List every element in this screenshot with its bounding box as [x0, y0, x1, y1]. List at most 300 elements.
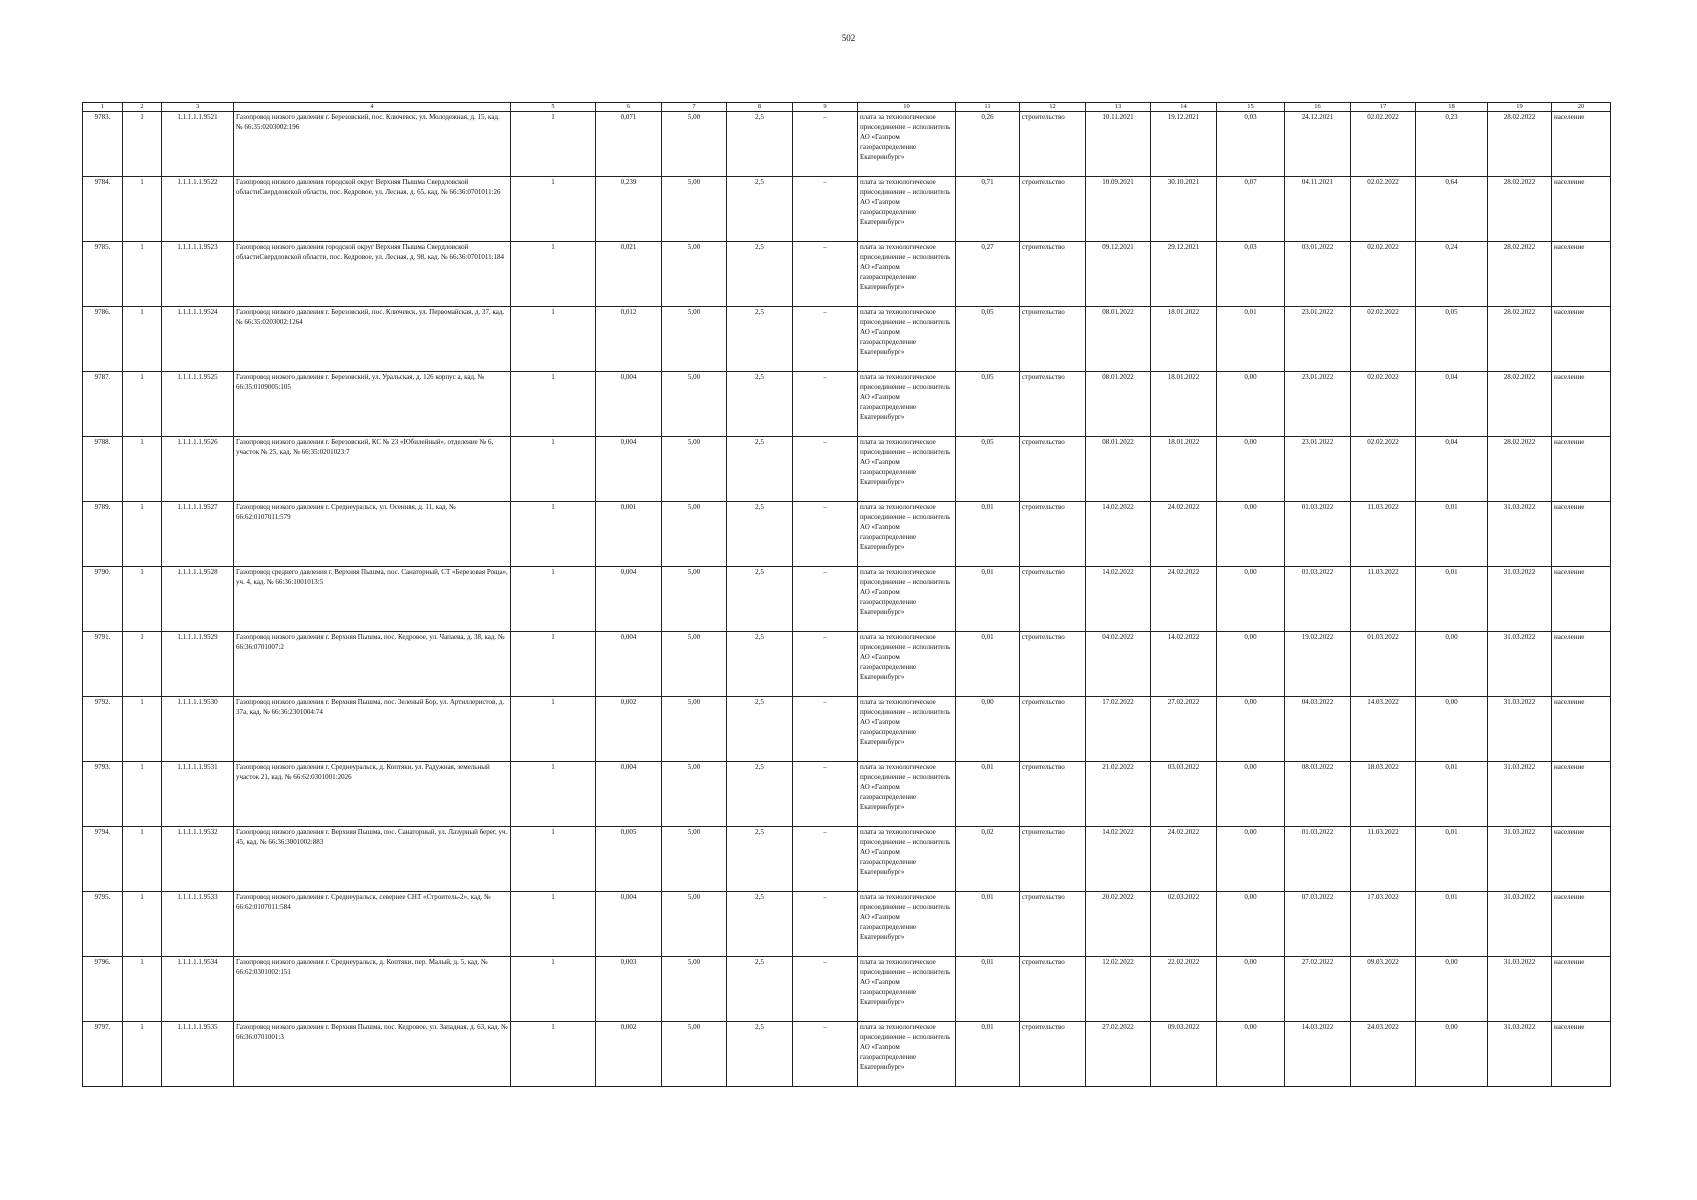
cell-col-6: 0,004	[596, 762, 662, 827]
table-body	[83, 112, 1611, 1087]
cell-col-6: 0,001	[596, 502, 662, 567]
cell-col-2: 1	[123, 632, 162, 697]
cell-col-4: Газопровод низкого давления городской округ Верхняя Пышма Свердловской областиСвердловской области, пос. Кедровое, ул. Лесная, д. 65, кад. № 66:36:0701011:26	[234, 177, 511, 242]
cell-col-3: 1.1.1.1.1.9522	[162, 177, 234, 242]
cell-col-1: 9790.	[83, 567, 123, 632]
cell-col-7: 5,00	[662, 762, 727, 827]
cell-col-3: 1.1.1.1.1.9532	[162, 827, 234, 892]
cell-col-18: 0,04	[1416, 437, 1488, 502]
column-header-15: 15	[1217, 103, 1285, 112]
cell-col-12: строительство	[1020, 632, 1086, 697]
cell-col-17: 11.03.2022	[1351, 827, 1416, 892]
cell-col-15: 0,00	[1217, 372, 1285, 437]
cell-col-3: 1.1.1.1.1.9528	[162, 567, 234, 632]
cell-col-6: 0,071	[596, 112, 662, 177]
cell-col-19: 28.02.2022	[1488, 242, 1552, 307]
column-header-14: 14	[1151, 103, 1217, 112]
cell-col-7: 5,00	[662, 827, 727, 892]
column-header-1: 1	[83, 103, 123, 112]
cell-col-1: 9785.	[83, 242, 123, 307]
cell-col-17: 11.03.2022	[1351, 502, 1416, 567]
cell-col-12: строительство	[1020, 112, 1086, 177]
cell-col-9: –	[793, 697, 858, 762]
table-row	[83, 177, 1611, 242]
cell-col-15: 0,00	[1217, 502, 1285, 567]
cell-col-4: Газопровод низкого давления г. Среднеуральск, д. Коптяки, пер. Малый, д. 5, кад. № 66:62:0301002:151	[234, 957, 511, 1022]
cell-col-2: 1	[123, 1022, 162, 1087]
column-header-10: 10	[858, 103, 956, 112]
cell-col-10: плата за технологическое присоединение – исполнитель АО «Газпром газораспределение Екатеринбург»	[858, 827, 956, 892]
cell-col-4: Газопровод низкого давления г. Березовский, КС № 23 «Юбилейный», отделение № 6, участок № 25, кад. № 66:35:0201023:7	[234, 437, 511, 502]
cell-col-14: 18.01.2022	[1151, 437, 1217, 502]
cell-col-8: 2,5	[727, 567, 793, 632]
cell-col-18: 0,23	[1416, 112, 1488, 177]
cell-col-6: 0,005	[596, 827, 662, 892]
table-row	[83, 957, 1611, 1022]
table-row	[83, 567, 1611, 632]
column-header-6: 6	[596, 103, 662, 112]
cell-col-1: 9796.	[83, 957, 123, 1022]
cell-col-18: 0,04	[1416, 372, 1488, 437]
cell-col-5: 1	[511, 892, 596, 957]
cell-col-16: 04.11.2021	[1285, 177, 1351, 242]
cell-col-12: строительство	[1020, 242, 1086, 307]
cell-col-17: 02.02.2022	[1351, 372, 1416, 437]
cell-col-6: 0,002	[596, 1022, 662, 1087]
cell-col-6: 0,004	[596, 892, 662, 957]
cell-col-13: 14.02.2022	[1086, 567, 1151, 632]
cell-col-9: –	[793, 242, 858, 307]
cell-col-7: 5,00	[662, 957, 727, 1022]
column-header-3: 3	[162, 103, 234, 112]
cell-col-3: 1.1.1.1.1.9533	[162, 892, 234, 957]
cell-col-20: население	[1552, 892, 1611, 957]
column-header-12: 12	[1020, 103, 1086, 112]
cell-col-14: 24.02.2022	[1151, 502, 1217, 567]
cell-col-13: 08.01.2022	[1086, 372, 1151, 437]
cell-col-4: Газопровод низкого давления г. Верхняя Пышма, пос. Санаторный, ул. Лазурный берег, уч. 45, кад. № 66:36:3001002:883	[234, 827, 511, 892]
table-row	[83, 372, 1611, 437]
cell-col-1: 9784.	[83, 177, 123, 242]
cell-col-1: 9792.	[83, 697, 123, 762]
cell-col-9: –	[793, 307, 858, 372]
cell-col-1: 9788.	[83, 437, 123, 502]
cell-col-8: 2,5	[727, 632, 793, 697]
cell-col-2: 1	[123, 827, 162, 892]
cell-col-8: 2,5	[727, 1022, 793, 1087]
cell-col-13: 20.02.2022	[1086, 892, 1151, 957]
cell-col-17: 17.03.2022	[1351, 892, 1416, 957]
cell-col-8: 2,5	[727, 502, 793, 567]
cell-col-14: 27.02.2022	[1151, 697, 1217, 762]
cell-col-15: 0,00	[1217, 957, 1285, 1022]
column-header-11: 11	[956, 103, 1020, 112]
cell-col-16: 01.03.2022	[1285, 827, 1351, 892]
cell-col-4: Газопровод среднего давления г. Верхняя Пышма, пос. Санаторный, СТ «Березовая Роща», уч. 4, кад. № 66:36:1001013:5	[234, 567, 511, 632]
column-header-5: 5	[511, 103, 596, 112]
cell-col-14: 22.02.2022	[1151, 957, 1217, 1022]
cell-col-13: 17.02.2022	[1086, 697, 1151, 762]
cell-col-12: строительство	[1020, 567, 1086, 632]
cell-col-12: строительство	[1020, 502, 1086, 567]
cell-col-1: 9797.	[83, 1022, 123, 1087]
cell-col-5: 1	[511, 502, 596, 567]
cell-col-9: –	[793, 112, 858, 177]
cell-col-14: 18.01.2022	[1151, 372, 1217, 437]
cell-col-1: 9793.	[83, 762, 123, 827]
cell-col-15: 0,03	[1217, 112, 1285, 177]
cell-col-15: 0,00	[1217, 827, 1285, 892]
cell-col-2: 1	[123, 372, 162, 437]
cell-col-9: –	[793, 502, 858, 567]
cell-col-7: 5,00	[662, 632, 727, 697]
cell-col-6: 0,002	[596, 697, 662, 762]
cell-col-11: 0,01	[956, 957, 1020, 1022]
cell-col-10: плата за технологическое присоединение – исполнитель АО «Газпром газораспределение Екатеринбург»	[858, 1022, 956, 1087]
cell-col-16: 03.01.2022	[1285, 242, 1351, 307]
cell-col-19: 28.02.2022	[1488, 372, 1552, 437]
cell-col-19: 28.02.2022	[1488, 307, 1552, 372]
cell-col-4: Газопровод низкого давления г. Березовский, ул. Уральская, д. 126 корпус а, кад. № 66:35:0109005:105	[234, 372, 511, 437]
cell-col-6: 0,004	[596, 567, 662, 632]
cell-col-5: 1	[511, 372, 596, 437]
cell-col-1: 9786.	[83, 307, 123, 372]
column-header-16: 16	[1285, 103, 1351, 112]
cell-col-14: 09.03.2022	[1151, 1022, 1217, 1087]
cell-col-20: население	[1552, 177, 1611, 242]
cell-col-1: 9783.	[83, 112, 123, 177]
cell-col-11: 0,01	[956, 502, 1020, 567]
cell-col-9: –	[793, 827, 858, 892]
cell-col-3: 1.1.1.1.1.9530	[162, 697, 234, 762]
table-row	[83, 112, 1611, 177]
cell-col-10: плата за технологическое присоединение – исполнитель АО «Газпром газораспределение Екатеринбург»	[858, 307, 956, 372]
cell-col-11: 0,05	[956, 307, 1020, 372]
cell-col-8: 2,5	[727, 307, 793, 372]
cell-col-4: Газопровод низкого давления г. Среднеуральск, севернее СНТ «Строитель-2», кад. № 66:62:0107011:584	[234, 892, 511, 957]
cell-col-9: –	[793, 762, 858, 827]
cell-col-13: 12.02.2022	[1086, 957, 1151, 1022]
cell-col-3: 1.1.1.1.1.9531	[162, 762, 234, 827]
cell-col-11: 0,01	[956, 892, 1020, 957]
cell-col-12: строительство	[1020, 762, 1086, 827]
cell-col-13: 27.02.2022	[1086, 1022, 1151, 1087]
cell-col-6: 0,012	[596, 307, 662, 372]
cell-col-10: плата за технологическое присоединение – исполнитель АО «Газпром газораспределение Екатеринбург»	[858, 697, 956, 762]
cell-col-4: Газопровод низкого давления г. Березовский, пос. Ключевск, ул. Первомайская, д. 37, кад. № 66:35:0203002:1264	[234, 307, 511, 372]
cell-col-3: 1.1.1.1.1.9535	[162, 1022, 234, 1087]
cell-col-6: 0,004	[596, 632, 662, 697]
cell-col-14: 18.01.2022	[1151, 307, 1217, 372]
cell-col-17: 11.03.2022	[1351, 567, 1416, 632]
column-header-4: 4	[234, 103, 511, 112]
cell-col-4: Газопровод низкого давления г. Верхняя Пышма, пос. Кедровое, ул. Западная, д. 63, кад. № 66:36:0701001:3	[234, 1022, 511, 1087]
cell-col-11: 0,05	[956, 437, 1020, 502]
cell-col-7: 5,00	[662, 1022, 727, 1087]
cell-col-11: 0,01	[956, 632, 1020, 697]
cell-col-5: 1	[511, 1022, 596, 1087]
cell-col-18: 0,00	[1416, 1022, 1488, 1087]
cell-col-5: 1	[511, 762, 596, 827]
cell-col-19: 31.03.2022	[1488, 697, 1552, 762]
cell-col-8: 2,5	[727, 892, 793, 957]
column-number-row	[83, 103, 1611, 112]
cell-col-5: 1	[511, 307, 596, 372]
cell-col-10: плата за технологическое присоединение – исполнитель АО «Газпром газораспределение Екатеринбург»	[858, 112, 956, 177]
cell-col-18: 0,01	[1416, 762, 1488, 827]
cell-col-9: –	[793, 957, 858, 1022]
cell-col-20: население	[1552, 632, 1611, 697]
cell-col-20: население	[1552, 307, 1611, 372]
cell-col-13: 09.12.2021	[1086, 242, 1151, 307]
cell-col-4: Газопровод низкого давления г. Березовский, пос. Ключевск, ул. Молодежная, д. 15, кад. № 66:35:0203002:196	[234, 112, 511, 177]
cell-col-2: 1	[123, 437, 162, 502]
cell-col-19: 28.02.2022	[1488, 112, 1552, 177]
cell-col-2: 1	[123, 892, 162, 957]
column-header-19: 19	[1488, 103, 1552, 112]
cell-col-13: 14.02.2022	[1086, 827, 1151, 892]
cell-col-19: 31.03.2022	[1488, 632, 1552, 697]
cell-col-10: плата за технологическое присоединение – исполнитель АО «Газпром газораспределение Екатеринбург»	[858, 892, 956, 957]
column-header-20: 20	[1552, 103, 1611, 112]
cell-col-6: 0,004	[596, 437, 662, 502]
cell-col-20: население	[1552, 567, 1611, 632]
cell-col-9: –	[793, 567, 858, 632]
table-row	[83, 762, 1611, 827]
cell-col-20: население	[1552, 437, 1611, 502]
cell-col-1: 9787.	[83, 372, 123, 437]
cell-col-16: 07.03.2022	[1285, 892, 1351, 957]
cell-col-2: 1	[123, 567, 162, 632]
cell-col-13: 10.11.2021	[1086, 112, 1151, 177]
cell-col-9: –	[793, 892, 858, 957]
cell-col-10: плата за технологическое присоединение – исполнитель АО «Газпром газораспределение Екатеринбург»	[858, 502, 956, 567]
cell-col-20: население	[1552, 697, 1611, 762]
table-row	[83, 632, 1611, 697]
cell-col-8: 2,5	[727, 112, 793, 177]
cell-col-3: 1.1.1.1.1.9521	[162, 112, 234, 177]
column-header-13: 13	[1086, 103, 1151, 112]
cell-col-9: –	[793, 1022, 858, 1087]
column-header-9: 9	[793, 103, 858, 112]
cell-col-17: 01.03.2022	[1351, 632, 1416, 697]
cell-col-14: 30.10.2021	[1151, 177, 1217, 242]
cell-col-11: 0,05	[956, 372, 1020, 437]
cell-col-19: 28.02.2022	[1488, 177, 1552, 242]
cell-col-18: 0,05	[1416, 307, 1488, 372]
cell-col-16: 01.03.2022	[1285, 502, 1351, 567]
cell-col-5: 1	[511, 632, 596, 697]
cell-col-2: 1	[123, 957, 162, 1022]
cell-col-3: 1.1.1.1.1.9534	[162, 957, 234, 1022]
cell-col-12: строительство	[1020, 957, 1086, 1022]
cell-col-17: 24.03.2022	[1351, 1022, 1416, 1087]
cell-col-18: 0,00	[1416, 697, 1488, 762]
cell-col-5: 1	[511, 567, 596, 632]
cell-col-6: 0,239	[596, 177, 662, 242]
table-row	[83, 242, 1611, 307]
cell-col-10: плата за технологическое присоединение – исполнитель АО «Газпром газораспределение Екатеринбург»	[858, 242, 956, 307]
cell-col-2: 1	[123, 177, 162, 242]
cell-col-6: 0,004	[596, 372, 662, 437]
cell-col-7: 5,00	[662, 112, 727, 177]
cell-col-16: 14.03.2022	[1285, 1022, 1351, 1087]
table-row	[83, 307, 1611, 372]
cell-col-4: Газопровод низкого давления г. Среднеуральск, д. Коптяки, ул. Радужная, земельный участок 21, кад. № 66:62:0301001:2026	[234, 762, 511, 827]
cell-col-18: 0,01	[1416, 892, 1488, 957]
cell-col-15: 0,03	[1217, 242, 1285, 307]
cell-col-6: 0,003	[596, 957, 662, 1022]
cell-col-3: 1.1.1.1.1.9527	[162, 502, 234, 567]
cell-col-14: 24.02.2022	[1151, 567, 1217, 632]
cell-col-15: 0,00	[1217, 892, 1285, 957]
cell-col-5: 1	[511, 827, 596, 892]
cell-col-10: плата за технологическое присоединение – исполнитель АО «Газпром газораспределение Екатеринбург»	[858, 177, 956, 242]
cell-col-19: 31.03.2022	[1488, 957, 1552, 1022]
column-header-8: 8	[727, 103, 793, 112]
cell-col-10: плата за технологическое присоединение – исполнитель АО «Газпром газораспределение Екатеринбург»	[858, 437, 956, 502]
cell-col-2: 1	[123, 242, 162, 307]
table-row	[83, 437, 1611, 502]
cell-col-5: 1	[511, 437, 596, 502]
cell-col-16: 19.02.2022	[1285, 632, 1351, 697]
cell-col-17: 02.02.2022	[1351, 177, 1416, 242]
cell-col-9: –	[793, 437, 858, 502]
column-header-18: 18	[1416, 103, 1488, 112]
cell-col-11: 0,01	[956, 1022, 1020, 1087]
cell-col-2: 1	[123, 502, 162, 567]
cell-col-18: 0,64	[1416, 177, 1488, 242]
cell-col-14: 24.02.2022	[1151, 827, 1217, 892]
cell-col-19: 31.03.2022	[1488, 892, 1552, 957]
cell-col-5: 1	[511, 242, 596, 307]
cell-col-2: 1	[123, 307, 162, 372]
cell-col-7: 5,00	[662, 307, 727, 372]
cell-col-20: население	[1552, 242, 1611, 307]
cell-col-19: 28.02.2022	[1488, 437, 1552, 502]
cell-col-18: 0,24	[1416, 242, 1488, 307]
cell-col-13: 14.02.2022	[1086, 502, 1151, 567]
cell-col-12: строительство	[1020, 437, 1086, 502]
cell-col-17: 02.02.2022	[1351, 437, 1416, 502]
cell-col-15: 0,00	[1217, 762, 1285, 827]
cell-col-19: 31.03.2022	[1488, 827, 1552, 892]
cell-col-17: 02.02.2022	[1351, 112, 1416, 177]
table-row	[83, 697, 1611, 762]
cell-col-15: 0,07	[1217, 177, 1285, 242]
cell-col-10: плата за технологическое присоединение – исполнитель АО «Газпром газораспределение Екатеринбург»	[858, 567, 956, 632]
cell-col-13: 08.01.2022	[1086, 307, 1151, 372]
cell-col-20: население	[1552, 372, 1611, 437]
cell-col-17: 09.03.2022	[1351, 957, 1416, 1022]
cell-col-11: 0,00	[956, 697, 1020, 762]
cell-col-6: 0,021	[596, 242, 662, 307]
cell-col-15: 0,00	[1217, 632, 1285, 697]
cell-col-12: строительство	[1020, 177, 1086, 242]
cell-col-17: 18.03.2022	[1351, 762, 1416, 827]
cell-col-19: 31.03.2022	[1488, 502, 1552, 567]
cell-col-8: 2,5	[727, 762, 793, 827]
table-row	[83, 1022, 1611, 1087]
cell-col-17: 02.02.2022	[1351, 307, 1416, 372]
table-row	[83, 502, 1611, 567]
cell-col-15: 0,00	[1217, 1022, 1285, 1087]
cell-col-11: 0,01	[956, 567, 1020, 632]
cell-col-8: 2,5	[727, 957, 793, 1022]
cell-col-4: Газопровод низкого давления г. Среднеуральск, ул. Осенняя, д. 11, кад. № 66:62:0107011:579	[234, 502, 511, 567]
cell-col-16: 23.01.2022	[1285, 372, 1351, 437]
cell-col-5: 1	[511, 177, 596, 242]
cell-col-16: 01.03.2022	[1285, 567, 1351, 632]
cell-col-18: 0,01	[1416, 502, 1488, 567]
table-row	[83, 892, 1611, 957]
cell-col-13: 04.02.2022	[1086, 632, 1151, 697]
cell-col-3: 1.1.1.1.1.9526	[162, 437, 234, 502]
cell-col-10: плата за технологическое присоединение – исполнитель АО «Газпром газораспределение Екатеринбург»	[858, 957, 956, 1022]
cell-col-3: 1.1.1.1.1.9524	[162, 307, 234, 372]
cell-col-4: Газопровод низкого давления г. Верхняя Пышма, пос. Кедровое, ул. Чапаева, д. 38, кад. № 66:36:0701007:2	[234, 632, 511, 697]
cell-col-11: 0,26	[956, 112, 1020, 177]
cell-col-7: 5,00	[662, 892, 727, 957]
cell-col-17: 14.03.2022	[1351, 697, 1416, 762]
cell-col-19: 31.03.2022	[1488, 1022, 1552, 1087]
cell-col-7: 5,00	[662, 437, 727, 502]
cell-col-7: 5,00	[662, 372, 727, 437]
cell-col-5: 1	[511, 957, 596, 1022]
cell-col-12: строительство	[1020, 307, 1086, 372]
cell-col-19: 31.03.2022	[1488, 567, 1552, 632]
cell-col-15: 0,01	[1217, 307, 1285, 372]
cell-col-20: население	[1552, 502, 1611, 567]
cell-col-13: 08.01.2022	[1086, 437, 1151, 502]
cell-col-12: строительство	[1020, 892, 1086, 957]
cell-col-20: население	[1552, 827, 1611, 892]
cell-col-7: 5,00	[662, 502, 727, 567]
cell-col-8: 2,5	[727, 827, 793, 892]
cell-col-8: 2,5	[727, 697, 793, 762]
cell-col-18: 0,01	[1416, 567, 1488, 632]
page-number: 502	[841, 33, 856, 43]
cell-col-1: 9791.	[83, 632, 123, 697]
cell-col-11: 0,01	[956, 762, 1020, 827]
cell-col-16: 23.01.2022	[1285, 307, 1351, 372]
cell-col-12: строительство	[1020, 1022, 1086, 1087]
cell-col-14: 14.02.2022	[1151, 632, 1217, 697]
cell-col-12: строительство	[1020, 697, 1086, 762]
cell-col-14: 03.03.2022	[1151, 762, 1217, 827]
cell-col-12: строительство	[1020, 372, 1086, 437]
cell-col-14: 02.03.2022	[1151, 892, 1217, 957]
cell-col-11: 0,02	[956, 827, 1020, 892]
cell-col-12: строительство	[1020, 827, 1086, 892]
table-row	[83, 827, 1611, 892]
cell-col-13: 10.09.2021	[1086, 177, 1151, 242]
cell-col-13: 21.02.2022	[1086, 762, 1151, 827]
cell-col-16: 23.01.2022	[1285, 437, 1351, 502]
column-header-2: 2	[123, 103, 162, 112]
cell-col-20: население	[1552, 762, 1611, 827]
cell-col-4: Газопровод низкого давления г. Верхняя Пышма, пос. Зеленый Бор, ул. Артиллеристов, д. 37а, кад. № 66:36:2301004:74	[234, 697, 511, 762]
cell-col-17: 02.02.2022	[1351, 242, 1416, 307]
cell-col-20: население	[1552, 1022, 1611, 1087]
cell-col-18: 0,00	[1416, 957, 1488, 1022]
cell-col-8: 2,5	[727, 242, 793, 307]
cell-col-20: население	[1552, 957, 1611, 1022]
cell-col-16: 04.03.2022	[1285, 697, 1351, 762]
cell-col-8: 2,5	[727, 372, 793, 437]
cell-col-7: 5,00	[662, 242, 727, 307]
cell-col-1: 9794.	[83, 827, 123, 892]
